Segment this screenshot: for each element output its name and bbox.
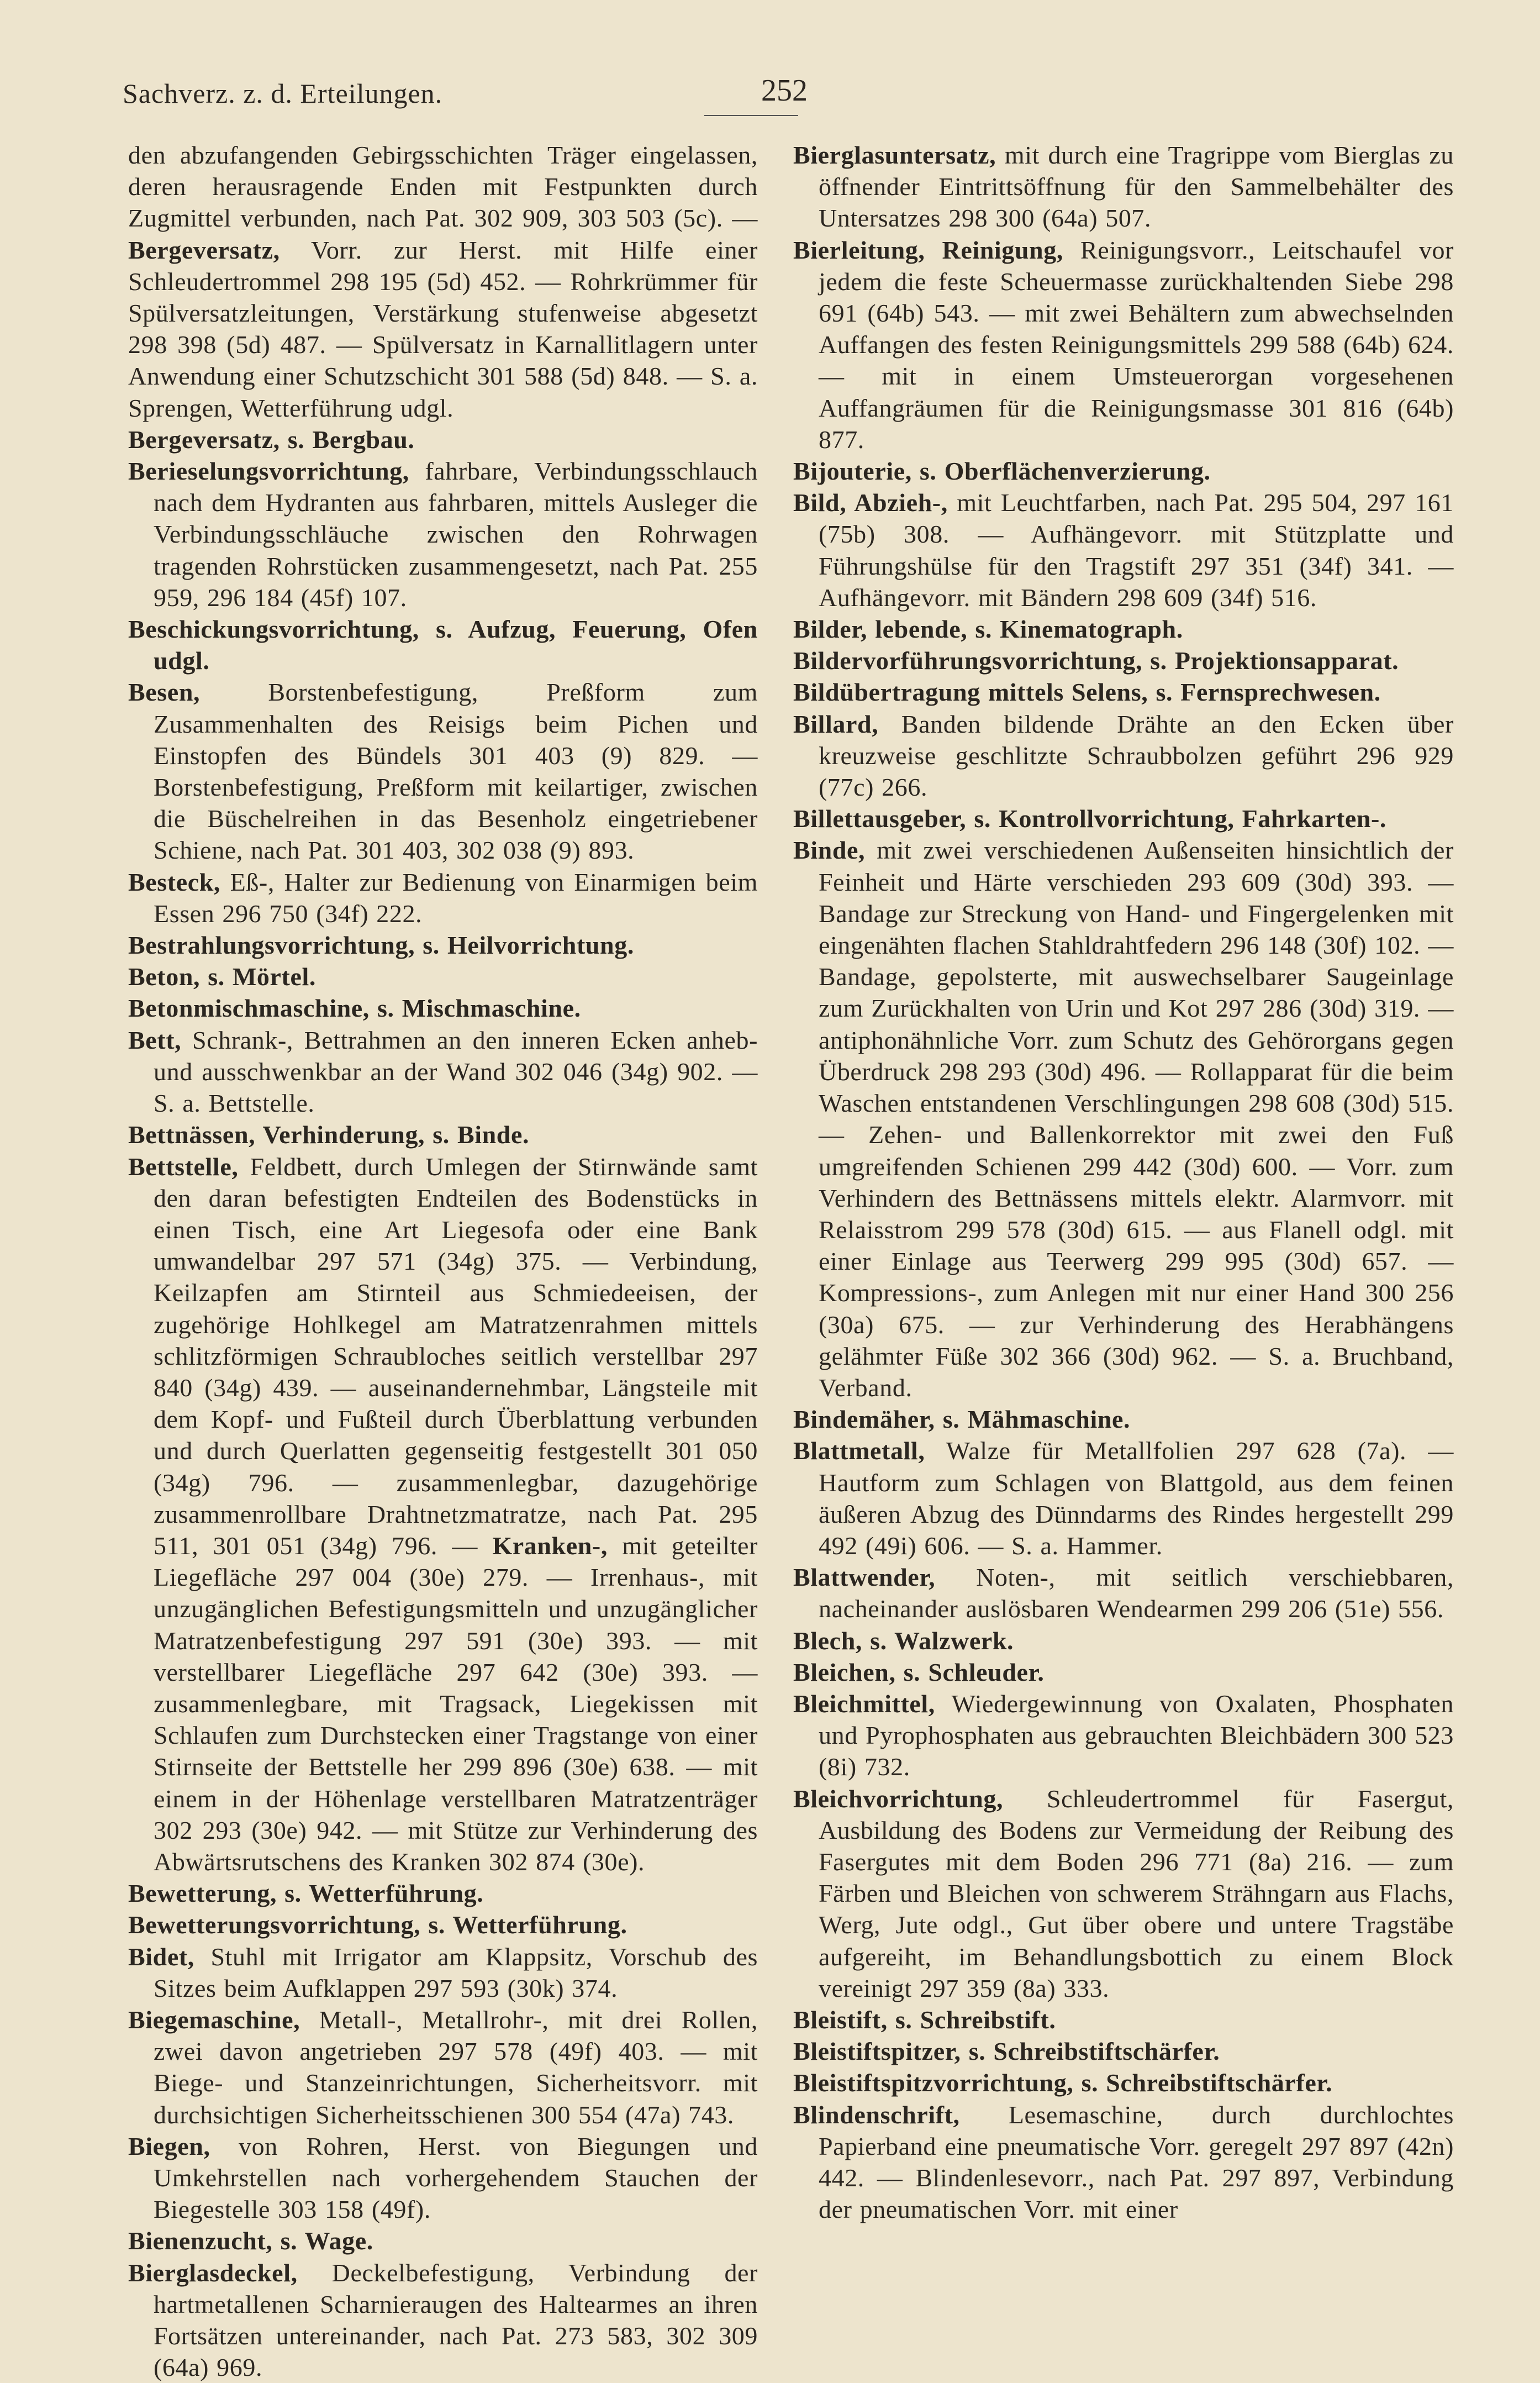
- entry-text: von Rohren, Herst. von Biegungen und Umkehrstellen nach vorhergehendem Stauchen der Biegestelle 303 158 (49f).: [154, 2132, 758, 2224]
- entry-keyword: Bestrahlungsvorrichtung, s. Heilvorrichtung.: [128, 931, 634, 960]
- entry-text: Metall-, Metallrohr-, mit drei Rollen, zwei davon angetrieben 297 578 (49f) 403. — mit Biege- und Stanzeinrichtungen, Sicherheitsvorr. mit durchsichtigen Sicherheitsschienen 300 554 (47a) 743.: [154, 2005, 758, 2129]
- left-column: [128, 139, 758, 2383]
- entry-keyword: Bettnässen, Verhinderung, s. Binde.: [128, 1121, 530, 1149]
- entry-keyword: Blattmetall,: [793, 1437, 925, 1465]
- entry-keyword: Bienenzucht, s. Wage.: [128, 2227, 373, 2255]
- entry-keyword: Bettstelle,: [128, 1152, 239, 1181]
- index-entry: [128, 455, 758, 613]
- index-entry: [793, 139, 1454, 234]
- entry-keyword: Bierleitung, Reinigung,: [793, 235, 1063, 264]
- index-entry: [793, 1435, 1454, 1561]
- entry-keyword: Beton, s. Mörtel.: [128, 962, 316, 991]
- entry-text: mit durch eine Tragrippe vom Bierglas zu öffnender Eintrittsöffnung für den Sammelbehälter des Untersatzes 298 300 (64a) 507.: [819, 141, 1454, 233]
- index-entry: [793, 1783, 1454, 2004]
- index-entry: [128, 613, 758, 676]
- index-entry: [128, 2131, 758, 2226]
- entry-keyword: Blattwender,: [793, 1563, 936, 1592]
- entry-keyword: Bleistiftspitzvorrichtung, s. Schreibstiftschärfer.: [793, 2069, 1333, 2097]
- entry-keyword: Bidet,: [128, 1942, 194, 1971]
- index-entry: [128, 2257, 758, 2383]
- entry-keyword: Billettausgeber, s. Kontrollvorrichtung, Fahrkarten-.: [793, 804, 1387, 833]
- entry-keyword: Bindemäher, s. Mähmaschine.: [793, 1405, 1131, 1434]
- index-entry: [128, 1119, 758, 1150]
- running-header: Sachverz. z. d. Erteilungen.: [123, 78, 443, 109]
- entry-keyword: Bewetterung, s. Wetterführung.: [128, 1879, 484, 1908]
- entry-keyword: Billard,: [793, 709, 879, 738]
- entry-text: mit zwei verschiedenen Außenseiten hinsichtlich der Feinheit und Härte verschieden 293 609 (30d) 393. — Bandage zur Streckung von Hand- und Fingergelenken mit eingenähten flachen Stahldrahtfedern 296 148 (30f) 102. — Bandage, gepolsterte, mit auswechselbarer Saugeinlage zum Zurückhalten von Urin und Kot 297 286 (30d) 319. — antiphonähnliche Vorr. zum Schutz des Gehörorgans gegen Überdruck 298 293 (30d) 496. — Rollapparat für die beim Waschen entstandenen Verschlingungen 298 608 (30d) 515. — Zehen- und Ballenkorrektor mit zwei den Fuß umgreifenden Schienen 299 442 (30d) 600. — Vorr. zum Verhindern des Bettnässens mittels elektr. Alarmvorr. mit Relaisstrom 299 578 (30d) 615. — aus Flanell odgl. mit einer Einlage aus Teerwerg 299 995 (30d) 657. — Kompressions-, zum Anlegen mit nur einer Hand 300 256 (30a) 675. — zur Verhinderung des Herabhängens gelähmter Füße 302 366 (30d) 962. — S. a. Bruchband, Verband.: [819, 836, 1454, 1402]
- entry-keyword: Berieselungsvorrichtung,: [128, 457, 409, 486]
- entry-keyword: Biegemaschine,: [128, 2005, 300, 2034]
- entry-keyword: Bierglasuntersatz,: [793, 141, 996, 169]
- entry-keyword: Binde,: [793, 836, 866, 865]
- entry-text: Borstenbefestigung, Preßform zum Zusammenhalten des Reisigs beim Pichen und Einstopfen des Bündels 301 403 (9) 829. — Borstenbefestigung, Preßform mit keilartiger, zwischen die Büschelreihen in das Besenholz eingetriebener Schiene, nach Pat. 301 403, 302 038 (9) 893.: [154, 678, 758, 865]
- index-entry: [793, 234, 1454, 455]
- entry-keyword: Bett,: [128, 1025, 182, 1054]
- entry-keyword: Besteck,: [128, 867, 221, 896]
- index-entry: [128, 676, 758, 866]
- entry-text: Schleudertrommel für Fasergut, Ausbildung des Bodens zur Vermeidung der Reibung des Fasergutes mit dem Boden 296 771 (8a) 216. — zum Färben und Bleichen von schwerem Strähngarn aus Flachs, Werg, Jute odgl., Gut über obere und untere Tragstäbe aufgereiht, im Behandlungsbottich zu einem Block vereinigt 297 359 (8a) 333.: [819, 1784, 1454, 2002]
- entry-keyword: Bleichen, s. Schleuder.: [793, 1658, 1045, 1686]
- index-entry-continuation: [128, 139, 758, 424]
- entry-text: fahrbare, Verbindungsschlauch nach dem Hydranten aus fahrbaren, mittels Ausleger die Verbindungsschläuche zwischen den Rohrwagen tragenden Rohrstücken zusammengesetzt, nach Pat. 255 959, 296 184 (45f) 107.: [154, 457, 758, 612]
- entry-text: Deckelbefestigung, Verbindung der hartmetallenen Scharnieraugen des Haltearmes an ihren Fortsätzen untereinander, nach Pat. 273 583, 302 309 (64a) 969.: [154, 2258, 758, 2382]
- entry-text: Walze für Metallfolien 297 628 (7a). — Hautform zum Schlagen von Blattgold, aus dem feinen äußeren Abzug des Dünndarms des Rindes hergestellt 299 492 (49i) 606. — S. a. Hammer.: [819, 1437, 1454, 1560]
- entry-text: Lesemaschine, durch durchlochtes Papierband eine pneumatische Vorr. geregelt 297 897 (42n) 442. — Blindenlesevorr., nach Pat. 297 897, Verbindung der pneumatischen Vorr. mit einer: [819, 2100, 1454, 2224]
- entry-text: den abzufangenden Gebirgsschichten Träger eingelassen, deren herausragende Enden mit Festpunkten durch Zugmittel verbunden, nach Pat. 302 909, 303 503 (5c). —: [128, 141, 758, 233]
- entry-keyword: Bildübertragung mittels Selens, s. Fernsprechwesen.: [793, 678, 1381, 707]
- index-entry: [793, 1688, 1454, 1783]
- entry-keyword: Bierglasdeckel,: [128, 2258, 298, 2287]
- header-rule: [704, 115, 798, 116]
- index-entry: [128, 2225, 758, 2256]
- entry-keyword: Bild, Abzieh-,: [793, 488, 948, 517]
- index-entry: [128, 1877, 758, 1909]
- index-entry: [128, 961, 758, 992]
- entry-text: mit geteilter Liegefläche 297 004 (30e) 279. — Irrenhaus-, mit unzugänglichen Befestigungsmitteln und unzugänglicher Matratzenbefestigung 297 591 (30e) 393. — mit verstellbarer Liegefläche 297 642 (30e) 393. — zusammenlegbare, mit Tragsack, Liegekissen mit Schlaufen zum Durchstecken einer Tragstange von einer Stirnseite der Bettstelle her 299 896 (30e) 638. — mit einem in der Höhenlage verstellbaren Matratzenträger 302 293 (30e) 942. — mit Stütze zur Verhinderung des Abwärtsrutschens des Kranken 302 874 (30e).: [154, 1531, 758, 1876]
- entry-text: Stuhl mit Irrigator am Klappsitz, Vorschub des Sitzes beim Aufklappen 297 593 (30k) 374.: [154, 1942, 758, 2002]
- entry-text: Feldbett, durch Umlegen der Stirnwände samt den daran befestigten Endteilen des Bodenstücks in einen Tisch, eine Art Liegesofa oder eine Bank umwandelbar 297 571 (34g) 375. — Verbindung, Keilzapfen am Stirnteil aus Schmiedeeisen, der zugehörige Hohlkegel am Matratzenrahmen mittels schlitzförmigen Schraubloches seitlich verstellbar 297 840 (34g) 439. — auseinandernehmbar, Längsteile mit dem Kopf- und Fußteil durch Überblattung verbunden und durch Querlatten gegenseitig festgestellt 301 050 (34g) 796. — zusammenlegbar, dazugehörige zusammenrollbare Drahtnetzmatratze, nach Pat. 295 511, 301 051 (34g) 796. —: [154, 1152, 758, 1560]
- entry-keyword: Bewetterungsvorrichtung, s. Wetterführung.: [128, 1911, 627, 1939]
- index-entry: [793, 1403, 1454, 1435]
- index-entry: [793, 676, 1454, 708]
- index-entry: [793, 645, 1454, 676]
- index-entry: [793, 1625, 1454, 1656]
- entry-text: Noten-, mit seitlich verschiebbaren, nacheinander auslösbaren Wendearmen 299 206 (51e) 556.: [819, 1563, 1454, 1623]
- entry-keyword: Blech, s. Walzwerk.: [793, 1626, 1014, 1655]
- entry-keyword: Bleichmittel,: [793, 1689, 935, 1718]
- index-entry: [793, 834, 1454, 1403]
- index-entry: [128, 424, 758, 455]
- entry-keyword: Bleistift, s. Schreibstift.: [793, 2005, 1056, 2034]
- entry-keyword: Bilder, lebende, s. Kinematograph.: [793, 615, 1183, 644]
- index-entry: [128, 1909, 758, 1940]
- entry-keyword: Bildervorführungsvorrichtung, s. Projektionsapparat.: [793, 646, 1399, 675]
- entry-text: Eß-, Halter zur Bedienung von Einarmigen beim Essen 296 750 (34f) 222.: [154, 867, 758, 928]
- entry-text: Schrank-, Bettrahmen an den inneren Ecken anheb- und ausschwenkbar an der Wand 302 046 (34g) 902. — S. a. Bettstelle.: [154, 1025, 758, 1118]
- index-entry: [793, 2067, 1454, 2098]
- entry-text: Vorr. zur Herst. mit Hilfe einer Schleudertrommel 298 195 (5d) 452. — Rohrkrümmer für Spülversatzleitungen, Verstärkung stufenweise abgesetzt 298 398 (5d) 487. — Spülversatz in Karnallitlagern unter Anwendung einer Schutzschicht 301 588 (5d) 848. — S. a. Sprengen, Wetterführung udgl.: [128, 235, 758, 422]
- index-entry: [793, 1561, 1454, 1624]
- entry-keyword: Besen,: [128, 678, 201, 707]
- index-entry: [793, 2004, 1454, 2035]
- index-entry: [793, 2099, 1454, 2226]
- index-entry: [793, 455, 1454, 487]
- index-entry: [128, 2004, 758, 2131]
- index-entry: [793, 708, 1454, 803]
- entry-keyword: Biegen,: [128, 2132, 210, 2160]
- index-entry: [128, 929, 758, 961]
- entry-text: Reinigungsvorr., Leitschaufel vor jedem die feste Scheuermasse zurückhaltenden Siebe 298 691 (64b) 543. — mit zwei Behältern zum abwechselnden Auffangen des festen Reinigungsmittels 299 588 (64b) 624. — mit in einem Umsteuerorgan vorgesehenen Auffangräumen für die Reinigungsmasse 301 816 (64b) 877.: [819, 235, 1454, 454]
- entry-keyword: Bergeversatz,: [128, 235, 280, 264]
- index-entry: [128, 1024, 758, 1119]
- entry-keyword: Kranken-,: [492, 1531, 608, 1560]
- right-column: [793, 139, 1454, 2225]
- index-entry: [128, 1941, 758, 2004]
- index-entry: [793, 487, 1454, 613]
- index-entry: [128, 1151, 758, 1878]
- entry-keyword: Betonmischmaschine, s. Mischmaschine.: [128, 994, 581, 1023]
- index-entry: [793, 1656, 1454, 1688]
- index-entry: [128, 992, 758, 1024]
- entry-keyword: Bleichvorrichtung,: [793, 1784, 1004, 1813]
- entry-text: Banden bildende Drähte an den Ecken über kreuzweise geschlitzte Schraubbolzen geführt 296 929 (77c) 266.: [819, 709, 1454, 802]
- index-entry: [128, 866, 758, 929]
- index-entry: [793, 803, 1454, 834]
- index-entry: [793, 613, 1454, 645]
- entry-keyword: Bergeversatz, s. Bergbau.: [128, 425, 415, 454]
- entry-keyword: Blindenschrift,: [793, 2100, 960, 2129]
- entry-text: Wiedergewinnung von Oxalaten, Phosphaten und Pyrophosphaten aus gebrauchten Bleichbädern 300 523 (8i) 732.: [819, 1689, 1454, 1781]
- page-number: 252: [761, 73, 808, 108]
- entry-keyword: Bijouterie, s. Oberflächenverzierung.: [793, 457, 1211, 486]
- index-entry: [793, 2035, 1454, 2067]
- entry-keyword: Beschickungsvorrichtung, s. Aufzug, Feuerung, Ofen udgl.: [128, 615, 758, 675]
- entry-text: mit Leuchtfarben, nach Pat. 295 504, 297 161 (75b) 308. — Aufhängevorr. mit Stützplatte und Führungshülse für den Tragstift 297 351 (34f) 341. — Aufhängevorr. mit Bändern 298 609 (34f) 516.: [819, 488, 1454, 612]
- entry-keyword: Bleistiftspitzer, s. Schreibstiftschärfer.: [793, 2037, 1220, 2066]
